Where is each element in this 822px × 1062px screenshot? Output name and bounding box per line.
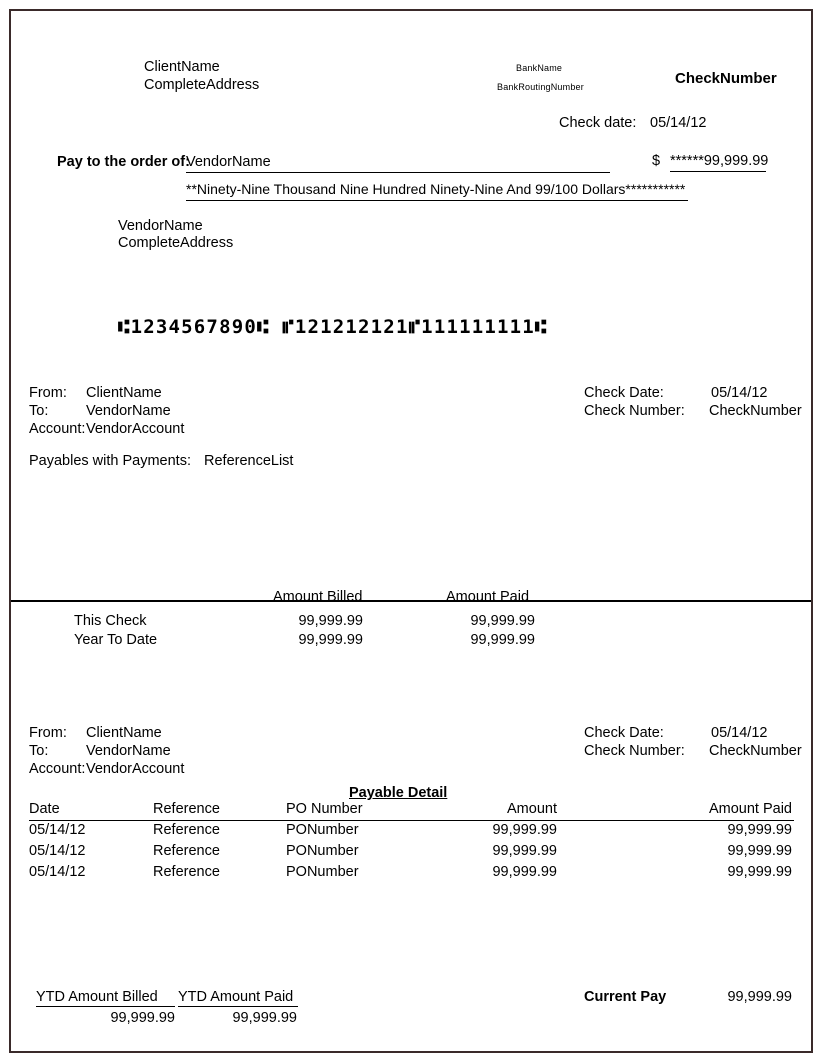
year-to-date-paid: 99,999.99 [470, 632, 535, 648]
payee-name-field: VendorName [186, 154, 610, 173]
stub1-from-label: From: [29, 385, 67, 401]
stub1-to-value: VendorName [86, 403, 171, 419]
micr-encoding-line: ⑆1234567890⑆ ⑈121212121⑈111111111⑆ [118, 316, 548, 338]
payable-detail-title: Payable Detail [349, 785, 448, 801]
row-date: 05/14/12 [29, 843, 86, 859]
stub2-check-number-label: Check Number: [584, 743, 685, 759]
stub2-check-date-label: Check Date: [584, 725, 664, 741]
stub-separator-line [11, 600, 811, 602]
row-reference: Reference [153, 843, 220, 859]
row-po-number: PONumber [286, 864, 359, 880]
row-po-number: PONumber [286, 822, 359, 838]
column-header-amount-paid: Amount Paid [708, 801, 792, 817]
table-row [11, 822, 801, 843]
current-pay-value: 99,999.99 [727, 989, 792, 1005]
dollar-sign: $ [652, 153, 661, 169]
bank-routing-number: BankRoutingNumber [497, 82, 584, 92]
row-amount-paid: 99,999.99 [727, 822, 792, 838]
client-address: CompleteAddress [144, 77, 260, 93]
check-date-label: Check date: [559, 115, 637, 131]
stub1-check-date-value: 05/14/12 [711, 385, 768, 401]
bank-name: BankName [516, 63, 563, 73]
stub1-check-number-value: CheckNumber [709, 403, 802, 419]
stub1-to-label: To: [29, 403, 49, 419]
stub2-check-number-value: CheckNumber [709, 743, 802, 759]
row-amount: 99,999.99 [492, 822, 557, 838]
ytd-amount-paid-value: 99,999.99 [232, 1010, 297, 1026]
row-reference: Reference [153, 864, 220, 880]
remittance-stub-one [11, 370, 811, 660]
check-amount-words: **Ninety-Nine Thousand Nine Hundred Ninety-Nine And 99/100 Dollars*********** [186, 181, 688, 201]
check-amount-numeric: ******99,999.99 [670, 153, 766, 172]
column-header-amount: Amount [507, 801, 557, 817]
stub1-account-value: VendorAccount [86, 421, 185, 437]
stub1-check-number-label: Check Number: [584, 403, 685, 419]
payee-name: VendorName [118, 218, 203, 234]
stub1-account-label: Account: [29, 421, 86, 437]
column-header-reference: Reference [153, 801, 220, 817]
stub2-account-label: Account: [29, 761, 86, 777]
table-row [11, 864, 801, 885]
row-amount-paid: 99,999.99 [727, 843, 792, 859]
stub2-from-value: ClientName [86, 725, 162, 741]
year-to-date-billed: 99,999.99 [298, 632, 363, 648]
column-header-po-number: PO Number [286, 801, 363, 817]
row-po-number: PONumber [286, 843, 359, 859]
stub2-to-value: VendorName [86, 743, 171, 759]
stub1-amount-paid-header: Amount Paid [446, 589, 530, 605]
stub2-from-label: From: [29, 725, 67, 741]
row-amount: 99,999.99 [492, 864, 557, 880]
pay-to-the-order-of-label: Pay to the order of: [57, 154, 190, 170]
ytd-amount-billed-value: 99,999.99 [110, 1010, 175, 1026]
row-amount: 99,999.99 [492, 843, 557, 859]
stub2-check-date-value: 05/14/12 [711, 725, 768, 741]
row-amount-paid: 99,999.99 [727, 864, 792, 880]
remittance-stub-two [11, 710, 811, 1050]
stub2-to-label: To: [29, 743, 49, 759]
stub2-account-value: VendorAccount [86, 761, 185, 777]
this-check-label: This Check [74, 613, 147, 629]
row-date: 05/14/12 [29, 864, 86, 880]
stub1-check-date-label: Check Date: [584, 385, 664, 401]
row-reference: Reference [153, 822, 220, 838]
payee-address: CompleteAddress [118, 235, 234, 251]
column-header-date: Date [29, 801, 60, 817]
this-check-paid: 99,999.99 [470, 613, 535, 629]
check-date-value: 05/14/12 [650, 115, 707, 131]
current-pay-label: Current Pay [584, 989, 667, 1005]
stub1-amount-billed-header: Amount Billed [273, 589, 363, 605]
client-name: ClientName [144, 59, 220, 75]
ytd-amount-billed-label: YTD Amount Billed [36, 989, 175, 1007]
detail-header-rule [29, 820, 794, 821]
payables-with-payments-label: Payables with Payments: [29, 453, 191, 469]
this-check-billed: 99,999.99 [298, 613, 363, 629]
payables-with-payments-value: ReferenceList [204, 453, 294, 469]
check-number-title: CheckNumber [675, 70, 777, 87]
row-date: 05/14/12 [29, 822, 86, 838]
year-to-date-label: Year To Date [74, 632, 158, 648]
stub1-from-value: ClientName [86, 385, 162, 401]
ytd-amount-paid-label: YTD Amount Paid [178, 989, 298, 1007]
table-row [11, 843, 801, 864]
